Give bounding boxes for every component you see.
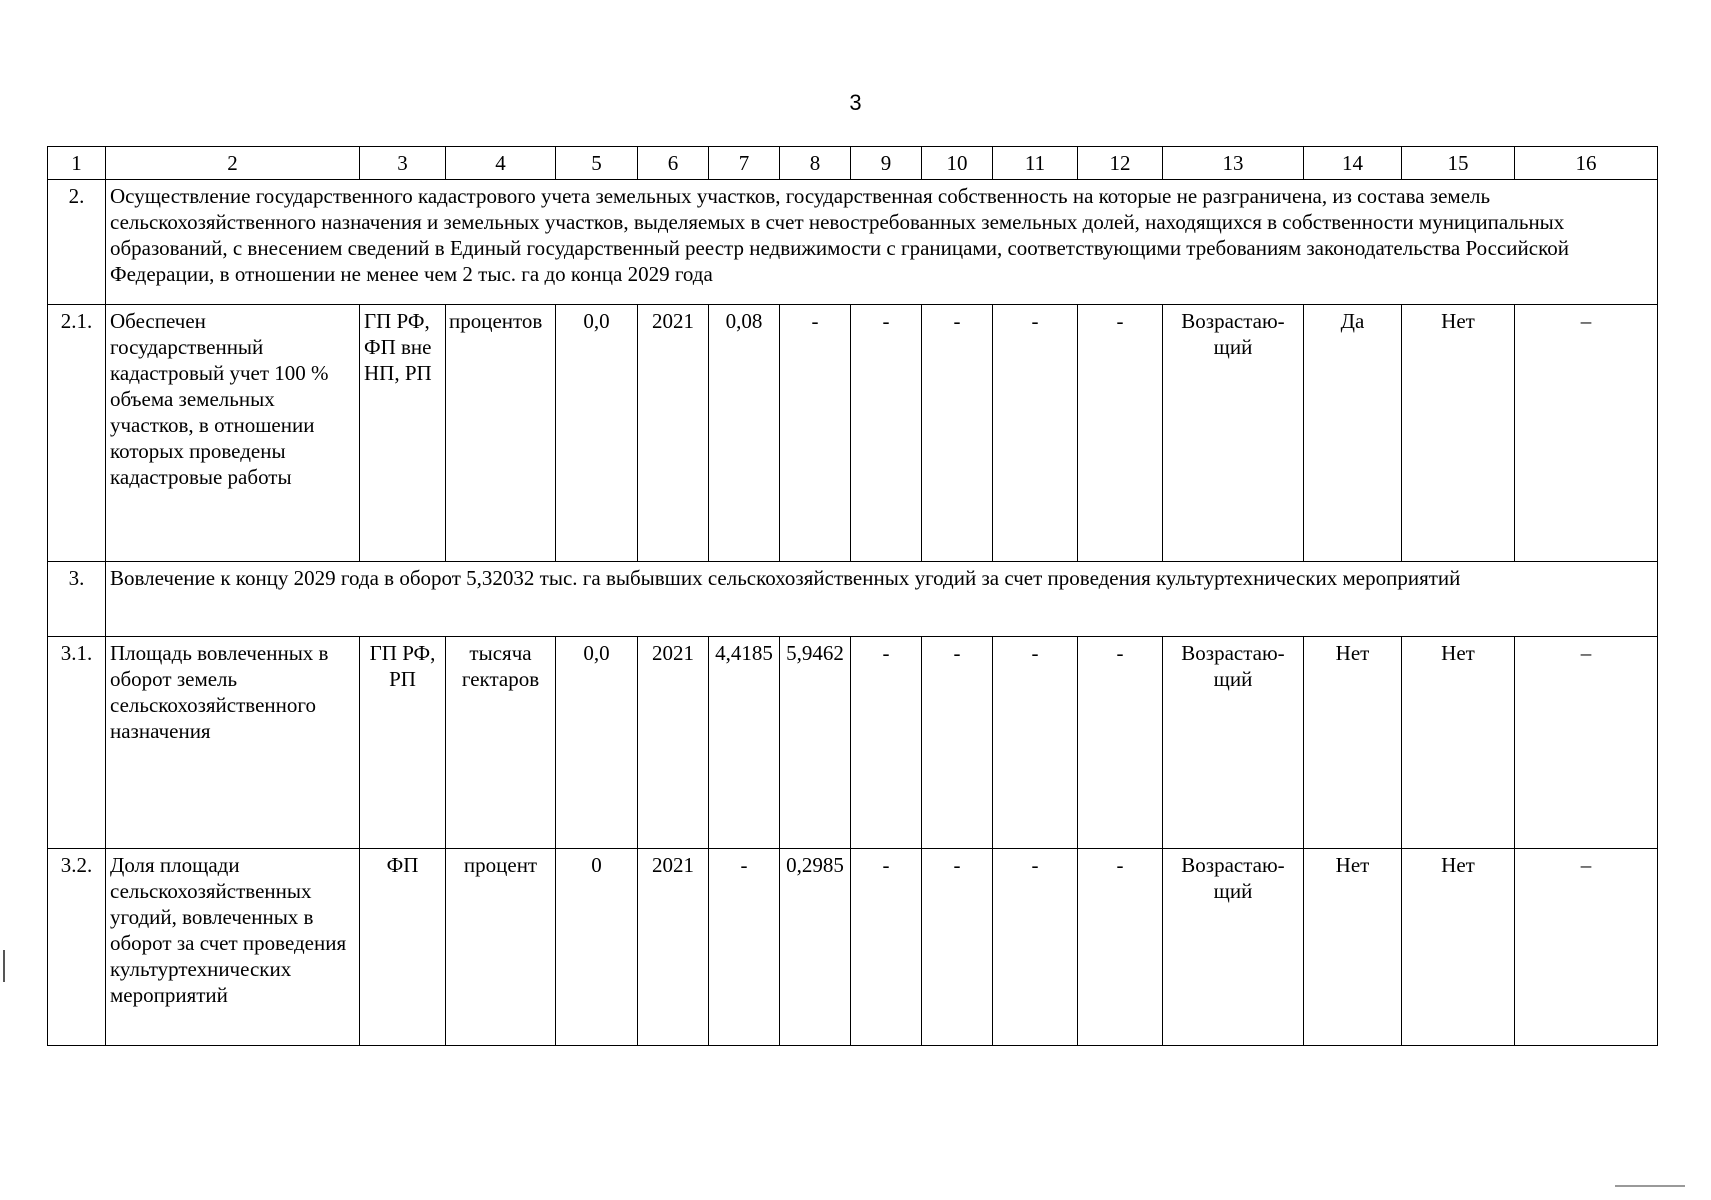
- indicator-level: ГП РФ, РП: [360, 637, 446, 849]
- indicator-level: ФП: [360, 849, 446, 1046]
- trend-value: Возрастаю-щий: [1163, 849, 1304, 1046]
- indicator-level: ГП РФ, ФП вне НП, РП: [360, 305, 446, 562]
- indicator-unit: тысяча гектаров: [446, 637, 556, 849]
- value-col-15: Нет: [1402, 305, 1515, 562]
- column-header: 10: [922, 147, 993, 180]
- column-header: 5: [556, 147, 638, 180]
- value-col-10: -: [922, 849, 993, 1046]
- value-col-12: -: [1078, 637, 1163, 849]
- column-header: 8: [780, 147, 851, 180]
- indicator-row: [48, 637, 1658, 849]
- indicator-unit: процент: [446, 849, 556, 1046]
- column-header: 3: [360, 147, 446, 180]
- base-year: 2021: [638, 637, 709, 849]
- value-col-11: -: [993, 637, 1078, 849]
- column-number-row: [48, 147, 1658, 180]
- row-number: 3.2.: [48, 849, 106, 1046]
- value-col-16: –: [1515, 637, 1658, 849]
- indicator-name: Обеспечен государственный кадастровый учет 100 % объема земельных участков, в отношении которых проведены кадастровые работы: [106, 305, 360, 562]
- value-col-15: Нет: [1402, 637, 1515, 849]
- column-header: 12: [1078, 147, 1163, 180]
- value-col-16: –: [1515, 305, 1658, 562]
- section-row: [48, 180, 1658, 305]
- section-goal-text: Вовлечение к концу 2029 года в оборот 5,32032 тыс. га выбывших сельскохозяйственных угодий за счет проведения культуртехнических мероприятий: [106, 562, 1658, 637]
- value-col-12: -: [1078, 305, 1163, 562]
- column-header: 6: [638, 147, 709, 180]
- value-col-14: Нет: [1304, 637, 1402, 849]
- trend-value: Возрастаю-щий: [1163, 637, 1304, 849]
- value-col-7: 4,4185: [709, 637, 780, 849]
- value-col-9: -: [851, 849, 922, 1046]
- base-year: 2021: [638, 305, 709, 562]
- base-year: 2021: [638, 849, 709, 1046]
- value-col-10: -: [922, 305, 993, 562]
- trend-value: Возрастаю-щий: [1163, 305, 1304, 562]
- value-col-7: -: [709, 849, 780, 1046]
- base-value: 0,0: [556, 637, 638, 849]
- row-number: 2.1.: [48, 305, 106, 562]
- column-header: 15: [1402, 147, 1515, 180]
- value-col-15: Нет: [1402, 849, 1515, 1046]
- indicator-name: Доля площади сельскохозяйственных угодий, вовлеченных в оборот за счет проведения культуртехнических мероприятий: [106, 849, 360, 1046]
- indicator-name: Площадь вовлеченных в оборот земель сельскохозяйственного назначения: [106, 637, 360, 849]
- column-header: 1: [48, 147, 106, 180]
- value-col-8: 0,2985: [780, 849, 851, 1046]
- value-col-8: 5,9462: [780, 637, 851, 849]
- column-header: 2: [106, 147, 360, 180]
- value-col-12: -: [1078, 849, 1163, 1046]
- page-number: 3: [849, 90, 862, 115]
- column-header: 11: [993, 147, 1078, 180]
- section-goal-text: Осуществление государственного кадастрового учета земельных участков, государственная собственность на которые не разграничена, из состава земель сельскохозяйственного назначения и земельных участков, выделяемых в счет невостребованных земельных долей, находящихся в собственности муниципальных образований, с внесением сведений в Единый государственный реестр недвижимости с границами, соответствующими требованиям законодательства Российской Федерации, в отношении не менее чем 2 тыс. га до конца 2029 года: [106, 180, 1658, 305]
- column-header: 7: [709, 147, 780, 180]
- base-value: 0,0: [556, 305, 638, 562]
- value-col-7: 0,08: [709, 305, 780, 562]
- value-col-11: -: [993, 849, 1078, 1046]
- column-header: 16: [1515, 147, 1658, 180]
- section-number: 2.: [48, 180, 106, 305]
- value-col-9: -: [851, 305, 922, 562]
- indicator-row: [48, 305, 1658, 562]
- column-header: 13: [1163, 147, 1304, 180]
- column-header: 4: [446, 147, 556, 180]
- value-col-16: –: [1515, 849, 1658, 1046]
- base-value: 0: [556, 849, 638, 1046]
- value-col-11: -: [993, 305, 1078, 562]
- value-col-9: -: [851, 637, 922, 849]
- indicators-table: [47, 146, 1658, 1046]
- section-row: [48, 562, 1658, 637]
- indicator-row: [48, 849, 1658, 1046]
- scan-margin-mark: [3, 950, 5, 982]
- column-header: 9: [851, 147, 922, 180]
- value-col-8: -: [780, 305, 851, 562]
- value-col-10: -: [922, 637, 993, 849]
- value-col-14: Нет: [1304, 849, 1402, 1046]
- indicator-unit: процентов: [446, 305, 556, 562]
- value-col-14: Да: [1304, 305, 1402, 562]
- scan-corner-mark: [1615, 1185, 1685, 1187]
- column-header: 14: [1304, 147, 1402, 180]
- section-number: 3.: [48, 562, 106, 637]
- row-number: 3.1.: [48, 637, 106, 849]
